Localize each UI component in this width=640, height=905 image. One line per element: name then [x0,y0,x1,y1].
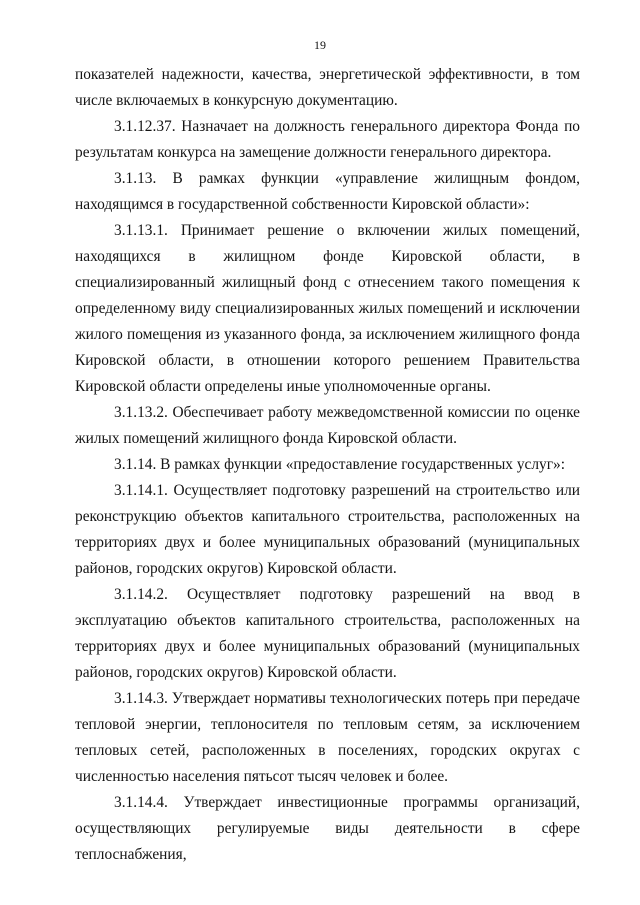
paragraph-3-1-14-3: 3.1.14.3. Утверждает нормативы технологических потерь при передаче тепловой энергии, теплоносителя по тепловым сетям, за исключением тепловых сетей, расположенных в поселениях, городских округах с численностью населения пятьсот тысяч человек и более. [75,690,580,785]
paragraph-3-1-13-1: 3.1.13.1. Принимает решение о включении жилых помещений, находящихся в жилищном фонде Кировской области, в специализированный жилищный фонд с отнесением такого помещения к определенному виду специализированных жилых помещений и исключении жилого помещения из указанного фонда, за исключением жилищного фонда Кировской области, в отношении которого решением Правительства Кировской области определены иные уполномоченные органы. [75,222,580,395]
paragraph-3-1-14: 3.1.14. В рамках функции «предоставление государственных услуг»: [114,456,566,473]
paragraph-3-1-14-4: 3.1.14.4. Утверждает инвестиционные программы организаций, осуществляющих регулируемые виды деятельности в сфере теплоснабжения, [75,794,580,863]
paragraph-3-1-12-37: 3.1.12.37. Назначает на должность генерального директора Фонда по результатам конкурса на замещение должности генерального директора. [75,118,580,161]
paragraph-continuation: показателей надежности, качества, энергетической эффективности, в том числе включаемых в конкурсную документацию. [75,66,580,109]
page-number: 19 [314,38,326,52]
paragraph-3-1-13-2: 3.1.13.2. Обеспечивает работу межведомственной комиссии по оценке жилых помещений жилищного фонда Кировской области. [75,404,580,447]
paragraph-3-1-14-1: 3.1.14.1. Осуществляет подготовку разрешений на строительство или реконструкцию объектов капитального строительства, расположенных на территориях двух и более муниципальных образований (муниципальных районов, городских округов) Кировской области. [75,482,580,577]
paragraph-3-1-13: 3.1.13. В рамках функции «управление жилищным фондом, находящимся в государственной собственности Кировской области»: [75,170,580,213]
paragraph-3-1-14-2: 3.1.14.2. Осуществляет подготовку разрешений на ввод в эксплуатацию объектов капитального строительства, расположенных на территориях двух и более муниципальных образований (муниципальных районов, городских округов) Кировской области. [75,586,580,681]
